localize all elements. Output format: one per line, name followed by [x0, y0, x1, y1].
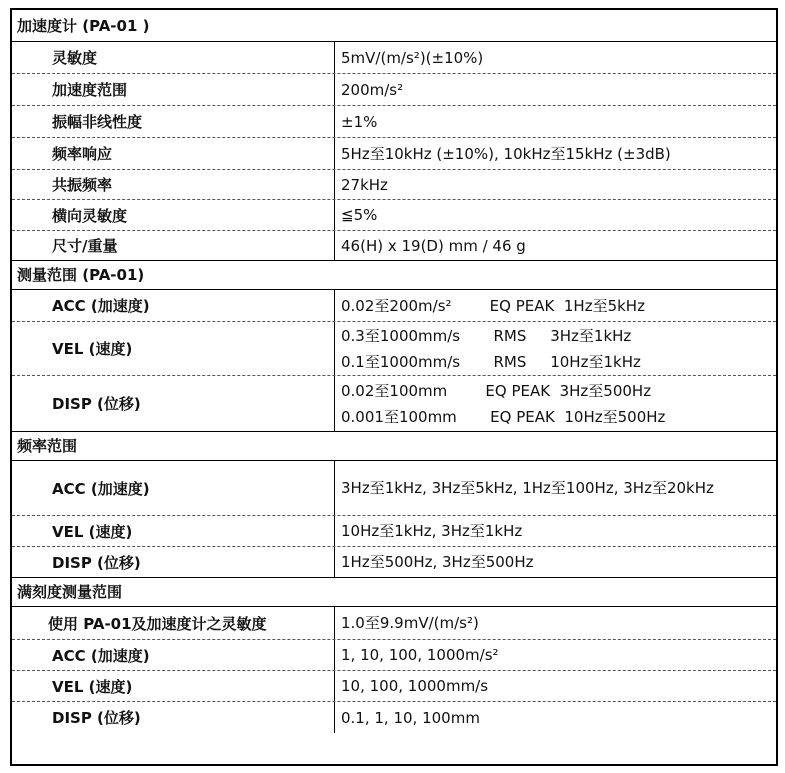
table-row	[12, 640, 776, 671]
value-line: 200m/s²	[341, 80, 404, 99]
value-line: 0.1, 1, 10, 100mm	[341, 708, 480, 727]
value-line: ±1%	[341, 112, 378, 131]
row-value	[335, 461, 776, 515]
row-value	[335, 671, 776, 701]
row-label: VEL (速度)	[12, 671, 335, 701]
row-label: 横向灵敏度	[12, 200, 335, 230]
row-label: DISP (位移)	[12, 376, 335, 431]
section-header-measurement-range: 测量范围 (PA-01)	[12, 261, 776, 290]
row-value	[335, 290, 776, 321]
table-row	[12, 200, 776, 231]
table-row	[12, 74, 776, 106]
value-line: 0.3至1000mm/s RMS 3Hz至1kHz	[341, 326, 632, 345]
row-label: ACC (加速度)	[12, 290, 335, 321]
value-line: ≦5%	[341, 206, 378, 224]
row-value	[335, 138, 776, 169]
section-header-accelerometer: 加速度计 (PA-01 )	[12, 10, 776, 42]
value-line: 0.02至100mm EQ PEAK 3Hz至500Hz	[341, 381, 652, 400]
row-value	[335, 170, 776, 199]
value-line: 1.0至9.9mV/(m/s²)	[341, 614, 479, 632]
value-line: 27kHz	[341, 175, 388, 194]
value-line: 5mV/(m/s²)(±10%)	[341, 48, 484, 67]
value-line: 0.1至1000mm/s RMS 10Hz至1kHz	[341, 352, 641, 371]
table-row	[12, 138, 776, 170]
row-value	[335, 231, 776, 260]
table-row	[12, 376, 776, 432]
row-label: 频率响应	[12, 138, 335, 169]
table-row	[12, 106, 776, 138]
value-line: 1, 10, 100, 1000m/s²	[341, 646, 499, 664]
table-row	[12, 671, 776, 702]
table-row	[12, 231, 776, 261]
table-row	[12, 42, 776, 74]
row-label: 灵敏度	[12, 42, 335, 73]
value-line: 0.02至200m/s² EQ PEAK 1Hz至5kHz	[341, 296, 645, 315]
row-label: 加速度范围	[12, 74, 335, 105]
row-value	[335, 516, 776, 546]
row-label: VEL (速度)	[12, 322, 335, 375]
table-row	[12, 170, 776, 200]
value-line: 10Hz至1kHz, 3Hz至1kHz	[341, 522, 523, 540]
row-value	[335, 607, 776, 639]
table-row	[12, 607, 776, 640]
spec-table	[10, 8, 778, 766]
table-row	[12, 547, 776, 578]
table-row	[12, 290, 776, 322]
value-line: 3Hz至1kHz, 3Hz至5kHz, 1Hz至100Hz, 3Hz至20kHz	[341, 479, 714, 497]
row-label: 尺寸/重量	[12, 231, 335, 260]
row-value	[335, 106, 776, 137]
table-row	[12, 702, 776, 733]
section-header-full-scale-range: 满刻度测量范围	[12, 578, 776, 607]
row-value	[335, 74, 776, 105]
row-value	[335, 547, 776, 577]
row-label: 共振频率	[12, 170, 335, 199]
table-row	[12, 516, 776, 547]
value-line: 10, 100, 1000mm/s	[341, 677, 489, 695]
value-line: 5Hz至10kHz (±10%), 10kHz至15kHz (±3dB)	[341, 144, 671, 163]
row-value	[335, 640, 776, 670]
row-value	[335, 376, 776, 431]
row-label: ACC (加速度)	[12, 461, 335, 515]
table-row	[12, 322, 776, 376]
value-line: 46(H) x 19(D) mm / 46 g	[341, 236, 526, 255]
row-label: 使用 PA-01及加速度计之灵敏度	[12, 607, 335, 639]
value-line: 1Hz至500Hz, 3Hz至500Hz	[341, 553, 534, 571]
row-value	[335, 200, 776, 230]
row-value	[335, 322, 776, 375]
value-line: 0.001至100mm EQ PEAK 10Hz至500Hz	[341, 407, 666, 426]
row-label: 振幅非线性度	[12, 106, 335, 137]
section-header-frequency-range: 频率范围	[12, 432, 776, 461]
row-value	[335, 42, 776, 73]
row-label: ACC (加速度)	[12, 640, 335, 670]
table-row	[12, 461, 776, 516]
row-label: DISP (位移)	[12, 547, 335, 577]
row-label: VEL (速度)	[12, 516, 335, 546]
row-label: DISP (位移)	[12, 702, 335, 733]
row-value	[335, 702, 776, 733]
